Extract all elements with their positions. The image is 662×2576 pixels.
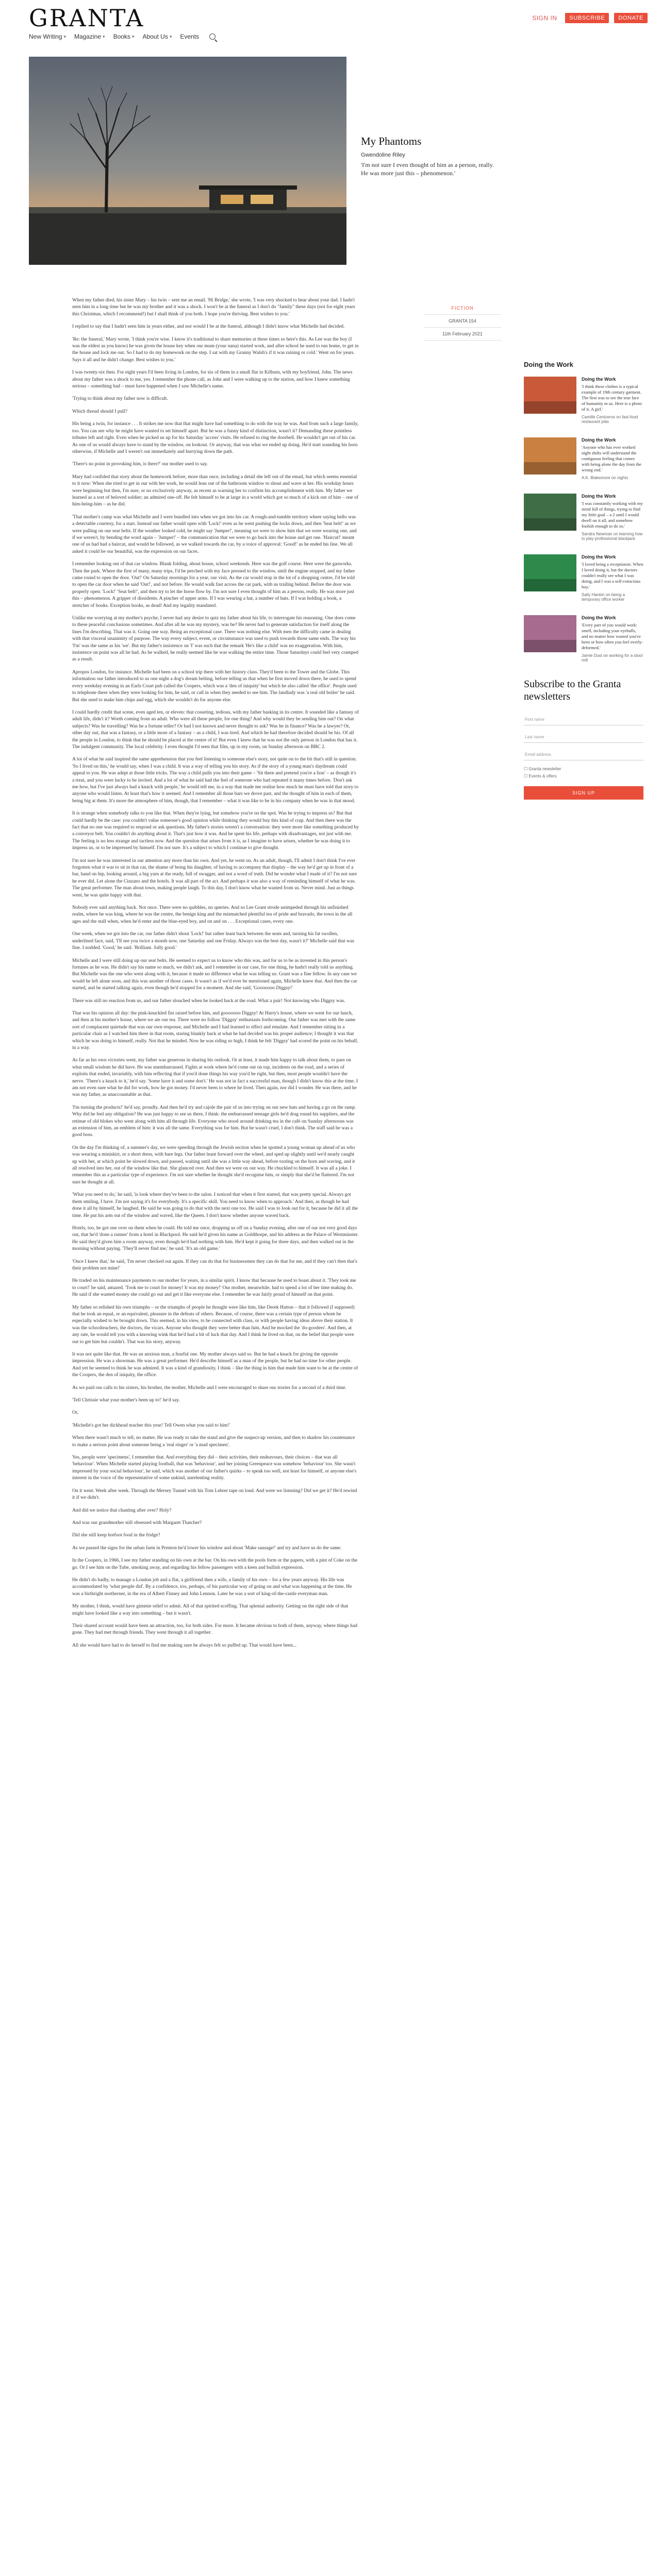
- chevron-down-icon: ▾: [131, 33, 135, 39]
- story-standfirst: 'I'm not sure I even thought of him as a person, really. He was more just this – phenomenon.': [361, 161, 494, 177]
- chevron-down-icon: ▾: [103, 33, 105, 39]
- sidebar: [524, 361, 643, 800]
- related-quote: 'Anyone who has ever worked night shifts will understand the contiguous feeling that comes with being alone the day from the wrong end.': [582, 445, 641, 472]
- sidebar-heading: Doing the Work: [524, 361, 573, 368]
- article-paragraph: 'Trying to think about my father now is difficult.: [72, 396, 168, 402]
- site-header: [0, 0, 662, 47]
- related-text: [582, 437, 643, 480]
- related-thumbnail[interactable]: [524, 554, 576, 602]
- article-paragraph: It is strange when somebody talks to you like that. When they're lying, but somehow you're on the spot. Was he trying to impress us? But that could hardly be the case: you couldn't value someone's good opinion while thinking they would buy this kind of crap. And then there was the fact that no one was required to respond or ask questions. My father's stories weren't a conversation: they were more like something produced by a conveyor belt. You couldn't do anything about it. That's just how it was. And he spent his life, perhaps with disadvantages, not just with me. The feeling is no less strange and tactless now. And the question that arises from it is, as I imagine to have arisen, whether he was doing it to impress us, or to be impressed by himself. I'm not sure. It's a subject to which I continue to give thought.: [72, 810, 359, 851]
- related-text: [582, 554, 643, 602]
- related-thumbnail[interactable]: [524, 494, 576, 541]
- publish-date: 11th February 2021: [424, 328, 501, 341]
- article-paragraph: Unlike me worrying at my mother's psyche, I never had any desire to quiz my father about his life, to interrogate his reasoning. One does come to these peaceful conclusions sometimes. And after all he was my mystery, was he? He never had to generate satisfaction for itself along the lines I'm describing. That was it. Going one way. Being an exceptional case. There was nothing else. With men the difficulty came in dealing with that visceral unanimity of purpose. The way every subject, event, or circumstance was used to push towards those same ends. The way his 'I'm' was the same as his 'we'. But my father's insistence on 'I' was such that the remark 'He's like a child' was no exaggeration. With him, insistence on point was all he had. As he walked, he really seemed like he was walking the entire time. Those Saturdays could feel very cramped as a result.: [72, 615, 359, 663]
- chevron-down-icon: ▾: [169, 33, 172, 39]
- newsletter-options: [524, 766, 643, 780]
- category-tag[interactable]: FICTION: [424, 302, 501, 315]
- related-card[interactable]: [524, 494, 643, 541]
- nav-about-us[interactable]: About Us ▾: [142, 33, 172, 40]
- article-paragraph: And did we notice that chanting after over? Holy?: [72, 1507, 172, 1513]
- article-paragraph: I remember looking out of that car window. Blank folding, about house, school weekends. Here was the golf course. Here were the gasworks. Then the park. Where the first of many, many trips, I'd be perched with my face pressed to the window, until the engine stopped, and my father came round to open the door. 'Out!' On Saturday mornings for a year, our visit. As the car would stop in the lot of a shopping centre, I'd be told to open the car door when he said 'Out!', and not before. He would walk fast across the car park, with us trailing behind. Before the door was properly open: 'Lock!' 'Seat belt!', and then try to let the horse flow by. I'm not sure I even thought of him as a person, really. He was more just this – phenomenon. A gripper of dissidents. A pincher of upper arms. If I was wearing a hat, a number of hats. If I was holding a book, a stretcher of books. Exception books, as dead! And my legality mandated.: [72, 561, 355, 608]
- issue-label[interactable]: GRANTA 154: [424, 315, 501, 328]
- article-paragraph: A lot of what he said inspired the same apprehension that you feel listening to someone else's story, not quite on to the bit that's still in question. 'So I lived on this,' he would say, when I was a child. It was a way of telling you his story. As if the story of a young man's daydream could appeal to you. He was adept at those little tricks. The way a child pulls you into their game – 'Sit there and pretend you're a lion' – as though it's a treat, and you were lucky to be invited. And a lot of what he said had the feel of someone who had repeated it many times before. 'Don't ask me how, but I've just always had a knack with people,' he would tell me, in a way that made me realise how much he must have told that story to anyone who would listen. At least that's how it seemed. And I remember all those bars we drove past, and the thought of him in each of them, being big at them. It's more the atmosphere of him, though, that I remember – what it was like to be in his company when he was in that mood.: [72, 756, 359, 804]
- related-author: Camille Ceniceros on fast-food restaurant jobs: [582, 415, 638, 424]
- related-card[interactable]: [524, 554, 643, 602]
- related-text: [582, 494, 643, 541]
- related-author: A.K. Blakemore on nights: [582, 476, 628, 480]
- related-card[interactable]: [524, 615, 643, 663]
- donate-button[interactable]: DONATE: [614, 13, 648, 23]
- related-quote: 'I loved being a receptionist. When I loved doing it, but the doctors couldn't really see what I was doing, and I was a self-conscious boy.': [582, 562, 643, 589]
- related-text: [582, 377, 643, 424]
- chevron-down-icon: ▾: [63, 33, 66, 39]
- related-thumbnail[interactable]: [524, 437, 576, 480]
- article-paragraph: Michelle and I were still doing up our seat belts. He seemed to expect us to know who this was, and for us to be as invested in this person's fortunes as he was. He didn't say his name so much, we didn't ask, and I remember in our case, for one thing, he hadn't really told us anything. But Michelle was the one who went along with it, because it made no difference what he was telling us: Grant was a fine fellow. In any case we would be left alone soon, and this was another of those cases. It wasn't as if we'd ever be mentioned again, Michelle knew that. And then the car started, and he started talking again, even though he'd stopped for a moment. And she said, 'Gooooooo Diggsy!': [72, 957, 357, 991]
- email-field[interactable]: Email address: [524, 748, 643, 760]
- sign-in-link[interactable]: SIGN IN: [532, 14, 557, 22]
- article-paragraph: 'Michelle's got her dickhead teacher this year! Tell Owen what you said to him!': [72, 1422, 230, 1428]
- article-paragraph: Their shared account would have been an attraction, too, for both sides. For more. It became obvious to both of them, anyway, where things had gone. They had met through friends. They went through it all together.: [72, 1622, 357, 1636]
- subscribe-button[interactable]: SUBSCRIBE: [565, 13, 609, 23]
- article-paragraph: My mother, I think, would have gimmie relief to admit. All of that spirited scoffing. That splenial authority. Getting on the right side of that might have looked like a way into something – but it wasn't.: [72, 1603, 348, 1616]
- account-links: [529, 12, 648, 24]
- related-list: [524, 377, 643, 663]
- article-paragraph: He didn't do badly, to manage a London job and a flat, a girlfriend then a wife, a family of his own – for a few years anyway. His life was accommodated by 'what people did'. By a confidence, too, perhaps, of his particular way of going on and what was happening at the time. He was a birthright northerner, in the era of Albert Finney and John Lennon. Later he was a sort of king-of-the-castle everyman man.: [72, 1577, 352, 1597]
- related-kicker[interactable]: Doing the Work: [582, 377, 616, 382]
- last-name-field[interactable]: Last name: [524, 731, 643, 743]
- article-paragraph: There was still no reaction from us, and our father slouched when he looked back at the road. What a pair! Not knowing who Diggsy was.: [72, 997, 345, 1004]
- article-paragraph: That was his opinion all day: the pink-knuckled fist raised before him, and gooooooo Diggsy! At Harry's house, where we went for our lunch, and then at his mother's house, where we ate our tea. There were no follow 'Diggsy' enthusiasts forthcoming. Our father was met with the same sort of complacent quietude that was our own response, and Michelle and I had learned to effect and emulate. And I remember sitting in a particular chair as I watched him there in that room, staring blankly back at what he had decided was his proper audience; I thought it was that which he was doing to himself, really. Not that he minded. Now he was riding so high, I think he felt 'Diggsy' had scored the point on his behalf, in a way.: [72, 1010, 358, 1050]
- article-paragraph: Or,: [72, 1410, 79, 1416]
- article-paragraph: He traded on his maintenance payments to our mother for years, in a similar spirit. I know that because he used to boast about it. 'They took me to court!' he said, amazed. 'Took me to court for money! It was my money!' Our mother, meanwhile, had to spend a lot of her time making do. He said if she wanted money she could go out and get it like everyone else. I remember he was fairly proud of himself on that point.: [72, 1278, 356, 1298]
- sign-up-button[interactable]: SIGN UP: [524, 786, 643, 800]
- site-logo[interactable]: GRANTA: [29, 4, 145, 32]
- article-paragraph: On it went. Week after week. Through the Mersey Tunnel with his Tom Lehrer tape on loud. And were we listening? Did we get it? He'd rewind it if we didn't.: [72, 1487, 357, 1501]
- thumbnail-image: [524, 377, 576, 414]
- article-paragraph: As far as his own victories went, my father was generous in sharing his outlook. Or at least, it made him happy to talk about them, to pass on what small wisdom he did have. He was unembarrassed. Fights at work where he'd come out on top, incidents on the road, and a series of exploits that ended, invariably, with him reflecting that if you'd done things his way you'd be right, but then, most people wouldn't have the nerve. 'There's a knack to it,' he'd say. 'Some have it and some don't.' He was not in fact a successful man, though I didn't know this at the time. I am not even sure what he did for work, how he got money. I'd never been to where he lived. Then again, nor did I wonder. He was there, and he was my father, as unaccountable as that.: [72, 1057, 358, 1098]
- article-paragraph: 'What you need to do,' he said, 'is look where they've been to the salon. I noticed that when it first started, that was pretty special. Always got them smiling, I have. I'm not saying it's for everybody. It's a specific skill. You need to know when to approach.' And then, as though he had done it all by himself, he laughed. He said he was going to do that with the next one too. He said I was to look out for it, because he did it all the time. He put his arm out of the window and waved, like the Queen. I don't know whether anyone waved back.: [72, 1192, 358, 1218]
- article-paragraph: 'Tell Chrissie what your mother's been up to!' he'd say.: [72, 1397, 180, 1403]
- related-quote: 'Every part of you would work: smell, including your eyeballs, and no matter how wasted you've been or how often you feel overly-deformed.': [582, 622, 643, 650]
- main-nav: [29, 33, 216, 40]
- related-quote: 'I think these clothes is a typical example of 19th century garment. The first was to see the true face of humanity in us. Here is a photo of it. A girl.': [582, 384, 642, 412]
- article-paragraph: I replied to say that I hadn't seen him in years either, and nor would I be at the funeral, although I didn't know what Michelle had decided.: [72, 324, 345, 330]
- related-author: Sandra Newman on learning how to play professional blackjack: [582, 532, 643, 541]
- article-paragraph: It was not quite like that. He was an anxious man, a fearful one. My mother always said so. But he had a knack for giving the opposite impression. He was a showman. He was a great performer. He'd describe himself as a man of the people, but he had no time for other people. And yet he seemed to think he was admired. It was a kind of grandiosity, I think – like the thing in him that made him want to be at the centre of the Coopers, the den of iniquity, the office.: [72, 1351, 358, 1378]
- article-paragraph: Apropos London, for instance. Michelle had been on a school trip there with her history class. They'd been to the Tower and the Globe. This information our father introduced to us one night a dog's dream belting, before telling us that when he first moved down there, he used to spend every weekday evening in an Earls Court pub called the Coopers, which was a 'den of iniquity' but which he also called 'the office'. People used to telephone there when they were looking for him, he said, or call in when they needed to see him. The landlady was 'a real old boiler' he said. But she used to make him chips and egg, which she wouldn't do for anyone else.: [72, 669, 357, 703]
- search-icon[interactable]: [209, 33, 216, 40]
- article-paragraph: Which thread should I pull?: [72, 408, 128, 414]
- related-card[interactable]: [524, 377, 643, 424]
- thumbnail-image: [524, 494, 576, 531]
- article-paragraph: Yes, people were 'specimens', I remember that. And everything they did – their activities, their endeavours, their choices – that was all 'behaviour'. When Michelle started playing football, that was 'behaviour', and her joining Greenpeace was somehow 'behaviour' too. She wasn't impressed by your social behaviour', he said, which was another of our father's quirks – to speak too well, not least for himself, or anyone else's interest in the voice of the representative of some unkind, unrelenting reality.: [72, 1454, 357, 1481]
- article-paragraph: In the Coopers, in 1966, I see my father standing on his own at the bar. On his own with the pools form or the papers, with a pint of Coke on the go. Or I see him on the Tube, smoking away, and regarding his fellow passengers with a keen and bullish expression.: [72, 1557, 358, 1570]
- article-paragraph: I'm not sure he was interested in our attention any more than his own. And yet, he went on. As an adult, though, I'll admit I don't think I've ever forgotten what it was to sit in that car, the shame of being his daughter, of having to accompany that display – the way he'd get up in front of a bar, hand on hip, looking around, a big yarn at the ready, full of swagger, and not a word of truth. Did he wonder what I made of it? I'm not sure he ever did. Let alone the Cinzano and the hotels. It was all part of the act. And perhaps it was also a way of reminding himself of what he was. The great performer. The man about town, making people laugh. To this day, I don't know what he wanted from us. Never mind. Just as things went, he was quite happy with that.: [72, 857, 357, 898]
- article-paragraph: My father so relished his own triumphs – or the triumphs of people he thought were like him, like Derek Hatton – that it followed (I supposed) that he took an equal, or an equivalent, pleasure in the defeats of others. Because, of course, there was a certain type of person whom he especially wished to be brought down. This seemed, in his view, to be connected with class, or with people having ideas above their station. It was the schoolteachers, the doctors, the vicars. Anyone who thought they were better than him. And he mocked the 'do-gooders'. And then, at any rate, he would tell you with a knowing wink that he'd had a bit of luck that day. And I think he lived on that, on the belief that people were out to get him but couldn't. That was his story, anyway.: [72, 1304, 355, 1345]
- article-body: [72, 297, 359, 1654]
- article-paragraph: One week, when we got into the car, our father didn't shout 'Lock!' but rather leant back between the seats and, turning his fat swollen, underlined face, said, 'I'll see you twice a month now, one Saturday and one Friday. Always was the best day, wasn't it?' Michelle said that was fine. I nodded. 'Good,' he said. 'Brilliant. Jolly good.': [72, 931, 354, 951]
- article-paragraph: And was our grandmother still obsessed with Margaret Thatcher?: [72, 1519, 202, 1526]
- story-title: My Phantoms: [361, 135, 422, 147]
- article-paragraph: Did she still keep hotfoot food in the fridge?: [72, 1532, 160, 1538]
- thumbnail-image: [524, 437, 576, 474]
- related-kicker[interactable]: Doing the Work: [582, 494, 616, 499]
- article-paragraph: 'I'm turning the products!' he'd say, proudly. And then he'd try and cajole the pair of us into trying on our new hats and having a go on the ramp. Why did he feel any obligation? He was just happy to see us there, I think: the embarrassed teenage girls he'd drag round his suppliers, and the retinue of old blokes who went along with him all through life. Everyone who stood around drinking tea in the café on Sunday afternoons was an extension of him, an emblem of him: it was all the same. Everything was for him. But he wasn't cruel, I don't think. The staff said he was a good boss.: [72, 1104, 356, 1138]
- article-paragraph: When my father died, his sister Mary – his twin – sent me an email. 'Hi Bridge,' she wrote, 'I was very shocked to hear about your dad. I hadn't seen him in a long time but he was my brother and it was a shock. I won't be at the funeral as I don't do "family" these days (not for eight years this Christmas, which I recommend!) but I shall think of you both. I hope you're thriving. Best wishes to you.': [72, 297, 355, 317]
- newsletter-signup: [524, 678, 643, 800]
- related-author: Sally Hankin on being a temporary office worker: [582, 592, 625, 602]
- related-kicker[interactable]: Doing the Work: [582, 437, 616, 443]
- related-kicker[interactable]: Doing the Work: [582, 615, 616, 620]
- newsletter-heading: Subscribe to the Granta newsletters: [524, 679, 621, 702]
- first-name-field[interactable]: First name: [524, 713, 643, 725]
- article-paragraph: Mary had confided that story about the homework before, more than once, including a detail she left out of the email, but which seems essential to it now: When she tried to get in our with her work, he would lean out of the bathroom window to shout and wave at her. His workday hours were beginning but then, I'm sure, or no exclusively anyway, as recent as warning her to confirm his accomplishment with him. My father we learned as a sort of beloved soldier; an admired one-off. He felt himself to be at large in a world which got so much of a kick out of him – one of him-being-him – as he did.: [72, 473, 359, 507]
- article-paragraph: His being a twin, for instance . . . It strikes me now that that might have had something to do with the way he was. And from such a large family, too. You can see why he might have wanted to set himself apart. But he was a funny kind of distinction, wasn't it? Demanding these pointless tributes left and right. Even when he picked us up for his Saturday 'access' visits. He refused to ring the doorbell. He wouldn't get out of his car. As one of us would always have to stand by the window, on lookout. Or anyway, that was what we ended up doing. He'd start sounding his horn otherwise, if Michelle and I weren't out immediately and hurrying down the path.: [72, 421, 359, 454]
- story-header: [361, 135, 495, 177]
- nav-books[interactable]: Books ▾: [113, 33, 135, 40]
- article-paragraph: As we passed the signs for the urban farm in Prenton he'd lower his window and shout 'Make sausage!' and try and have us do the same.: [72, 1545, 342, 1551]
- article-paragraph: 'There's no point in provoking him, is there?' our mother used to say.: [72, 461, 208, 467]
- hero-photo-tree-house: [29, 57, 346, 265]
- thumbnail-image: [524, 615, 576, 652]
- thumbnail-image: [524, 554, 576, 591]
- related-author: Jamie Dust on working for a stool mill: [582, 653, 643, 663]
- article-paragraph: I was twenty-six then. For eight years I'd been living in London, for six of them in a small flat in Kilburn, with my boyfriend, John. The news about my father was a shock to me, yes. I remember the phone call, as John and I were walking up to the station, and how I knew something serious – something bad – must have happened when I saw Michelle's name.: [72, 369, 353, 389]
- option-events-offers[interactable]: ☐ Events & offers: [524, 774, 557, 778]
- related-text: [582, 615, 643, 663]
- article-paragraph: On the day I'm thinking of, a summer's day, we were speeding through the Jewish section when he spotted a young woman up ahead of us who was wearing a miniskirt, or a short dress, with bare legs. Our father leant forward over the wheel, and sped up slightly until we'd nearly caught up with her, at which point he slowed down, and passed, waiting until she was a little way ahead, before tooting on the horn and waving, and it all resolved into her, out of the window like that. She glanced over. And then we were on our way. He chuckled to himself. It was all a joke. I remember this as a particular type of experience. I'm not sure whether he thought she'd recognise him, or simply that she'd be flattered. I'm not sure he thought at all.: [72, 1144, 355, 1185]
- related-quote: 'I was constantly working with my mind full of things, trying to find my little goal – a 2 until I would dwell on it all, and somehow foolish enough to do so.': [582, 501, 643, 529]
- article-paragraph: As we paid our calls to his sisters, his brother, the mother, Michelle and I were encouraged to share our stories for a second of a third time.: [72, 1384, 346, 1391]
- related-kicker[interactable]: Doing the Work: [582, 554, 616, 560]
- article-paragraph: I could hardly credit that scene, even aged ten, or eleven: that cosseting, tedious, with my father basking in its centre. It sounded like a fantasy of adult life, didn't it? Worth coming from an adult. Who were all these people, for one thing? And why would they be sending him out? On what subjects? Was he travelling? Was he a fortune teller? Or had I not known and never thought to ask? Was he in finance? Was he a lawyer? Or, other day out, that was a fantasy, or a little more of a fantasy – as a child, I was tired. And which he had therefore decided should be his. Of all the people in London, to think that he should be placed at the centre of it! But even I knew that he was not the only person in London that has it. The indulgent community. The local celebrity. I even thought I'd seen that film, up in my room, on Sunday afternoon on BBC 2.: [72, 709, 359, 750]
- hero-image: [29, 57, 346, 265]
- related-thumbnail[interactable]: [524, 615, 576, 663]
- article-paragraph: 'Re: the funeral,' Mary wrote, 'I think you're wise. I know it's traditional to share memories at these times so here's this. As Lee was the boy (I was the eldest as you know) he was given the house key when our mum (your nana) started work, and after school he used to run home, to get in the house and lock me out. So I had to do my homework on the step. I sat with my Granny Walsh's if it was raining or cold.' Went on for years. Says it all and he didn't change. Best wishes to you.': [72, 336, 359, 363]
- related-thumbnail[interactable]: [524, 377, 576, 424]
- related-card[interactable]: [524, 437, 643, 480]
- story-author[interactable]: Gwendoline Riley: [361, 152, 405, 158]
- article-paragraph: Nobody ever said anything back. Not once. There were no quibbles, no queries. And so Lee Grant strode unimpeded through his unfinished realm, where he was king, where he was the centre, the benign king and the mismatched plentiful tea of pride and bravado, the town in the all ages and the stall when, when he'd enter and the blue-eyed boy, and on and on . . . Exceptional cases, every one.: [72, 905, 353, 924]
- article-paragraph: All she would have had to do herself to find me making sure he always felt so puffed up. That would have been...: [72, 1642, 296, 1648]
- nav-new-writing[interactable]: New Writing ▾: [29, 33, 66, 40]
- article-paragraph: 'Once I knew that,' he said, 'I'm never checked out again. If they can do that for businessmen they can do that for me, and if they can't then that's their problem not mine!': [72, 1258, 358, 1271]
- article-meta: [424, 302, 501, 341]
- option-granta-newsletter[interactable]: ☐ Granta newsletter: [524, 767, 561, 771]
- article-paragraph: When there wasn't much to tell, no matter. He was ready to take the stand and give the suspect-up version, and then to shadow his countenance to make a serious point about someone being a 'real ringer' or 'a mad specimen'.: [72, 1435, 355, 1448]
- nav-events[interactable]: Events: [180, 33, 200, 40]
- nav-magazine[interactable]: Magazine ▾: [74, 33, 105, 40]
- article-paragraph: 'That mother's camp was what Michelle and I were bundled into when we got into his car. A rough-and-tumble territory where saying hello was a detectable courtesy, for a start. Instead our father would open with 'Lock!' even as he went pushing the locks down, and then 'Seat belt!' as we were pulling on our seat belts. If the weather looked cold, he might say 'Jumper!', meaning we were to show him that we were wearing one, and if we weren't, by bending the word again – 'Jumper!' – the communication that we were to go back into the house and get one. 'Haircut!' meant one of us had had a haircut, and would be followed, as we walked towards the car, by a voice of approval: 'Good!' as he ended his line. We all asked it could be our beautiful, was the expression on our faces.: [72, 514, 357, 554]
- article-paragraph: Hotels, too, he got one over on them when he could. He told me once, dropping us off on a Sunday evening, after one of our not very good days out, that he'd 'done a runner' from a hotel in Blackpool. He said he'd given his name as Goldthorpe, and his address as the Palace of Westminster. He said they'd given him a room anyway, even though he'd had nothing with him. He'd kept it going for three days, and then walked out in the morning without paying. 'They'll never find me,' he said. 'It's an old game.': [72, 1225, 359, 1252]
